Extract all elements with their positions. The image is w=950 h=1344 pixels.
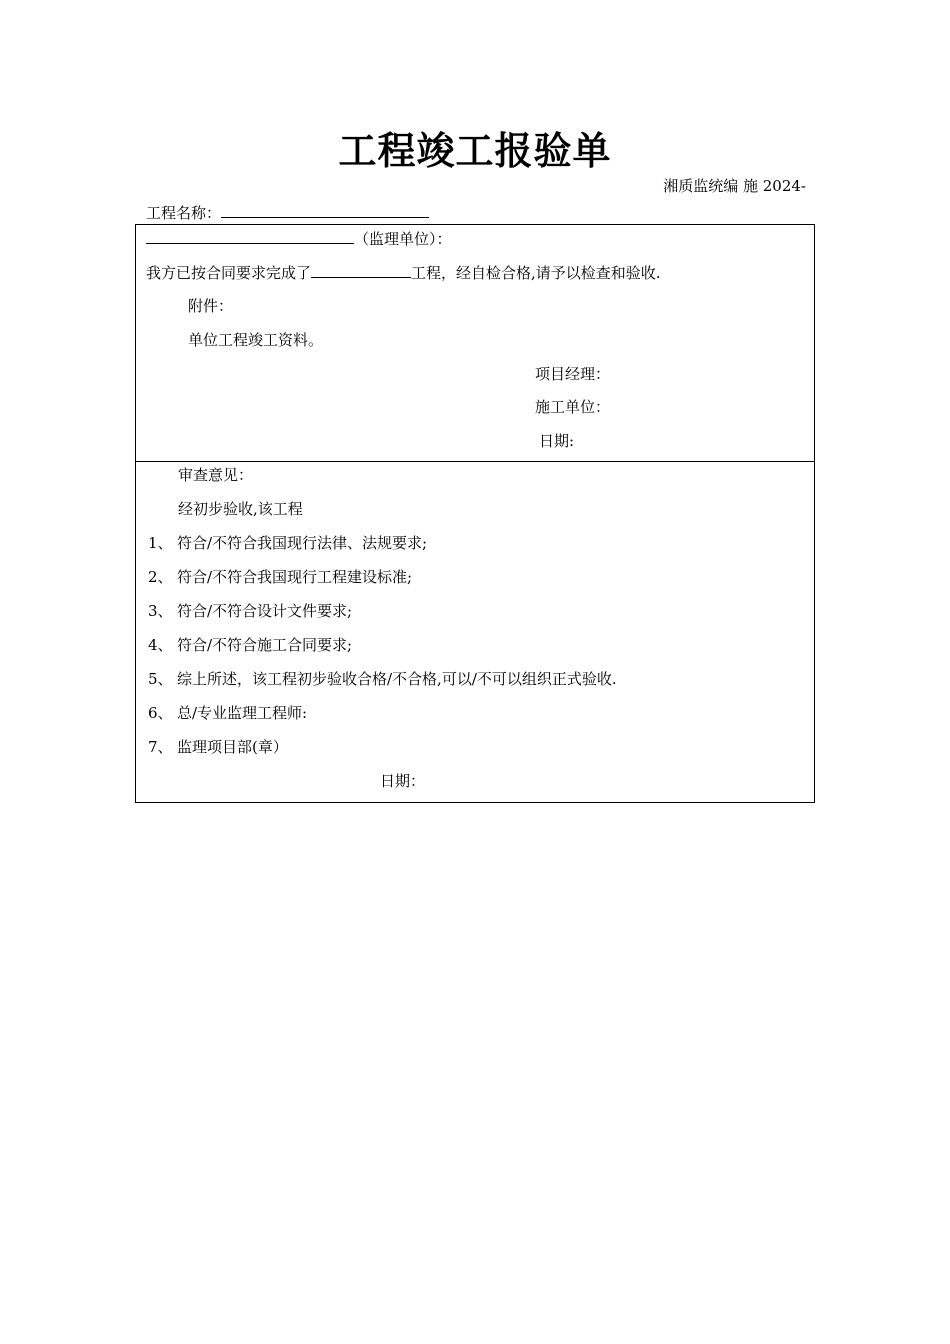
review-item-number: 1、 (148, 534, 173, 552)
document-title: 工程竣工报验单 (338, 128, 612, 173)
supervisor-suffix: （监理单位）： (354, 230, 452, 248)
review-item-number: 3、 (148, 602, 173, 620)
section2-date-label: 日期： (380, 772, 426, 790)
contractor-label: 施工单位： (535, 398, 611, 416)
review-item-number: 6、 (148, 704, 173, 722)
project-name-label: 工程名称： (146, 204, 222, 222)
review-item-text: 综上所述，该工程初步验收合格/不合格,可以/不可以组织正式验收. (177, 670, 617, 688)
review-item (148, 737, 288, 757)
review-item-text: 符合/不符合施工合同要求; (177, 636, 353, 654)
section1-date-label: 日期: (539, 432, 575, 450)
supervisor-line (146, 228, 452, 249)
review-item-text: 符合/不符合设计文件要求; (177, 602, 353, 620)
review-item-number: 7、 (148, 738, 173, 756)
attachment-item: 单位工程竣工资料。 (188, 331, 324, 349)
project-name-blank (221, 202, 429, 218)
statement-after: 工程，经自检合格,请予以检查和验收. (411, 264, 661, 282)
attachment-label: 附件： (188, 297, 234, 315)
review-item (148, 635, 352, 655)
project-name-row (146, 202, 429, 223)
review-item-text: 符合/不符合我国现行工程建设标准; (177, 568, 413, 586)
review-item-text: 总/专业监理工程师: (177, 704, 308, 722)
review-item-number: 5、 (148, 670, 173, 688)
form-code: 湘质监统编 施 2024- (663, 177, 806, 195)
review-item-number: 2、 (148, 568, 173, 586)
review-item-text: 符合/不符合我国现行法律、法规要求; (177, 534, 428, 552)
statement-before: 我方已按合同要求完成了 (146, 264, 312, 282)
review-item (148, 567, 412, 587)
statement-line (146, 262, 661, 283)
work-blank (311, 262, 411, 278)
review-item (148, 533, 427, 553)
review-item-number: 4、 (148, 636, 173, 654)
project-manager-label: 项目经理： (535, 365, 611, 383)
supervisor-blank (146, 228, 354, 244)
review-item (148, 703, 307, 723)
review-label: 审查意见： (178, 466, 254, 484)
review-item-text: 监理项目部(章） (177, 738, 288, 756)
review-intro: 经初步验收,该工程 (178, 500, 303, 518)
review-item (148, 601, 352, 621)
review-item (148, 669, 617, 689)
